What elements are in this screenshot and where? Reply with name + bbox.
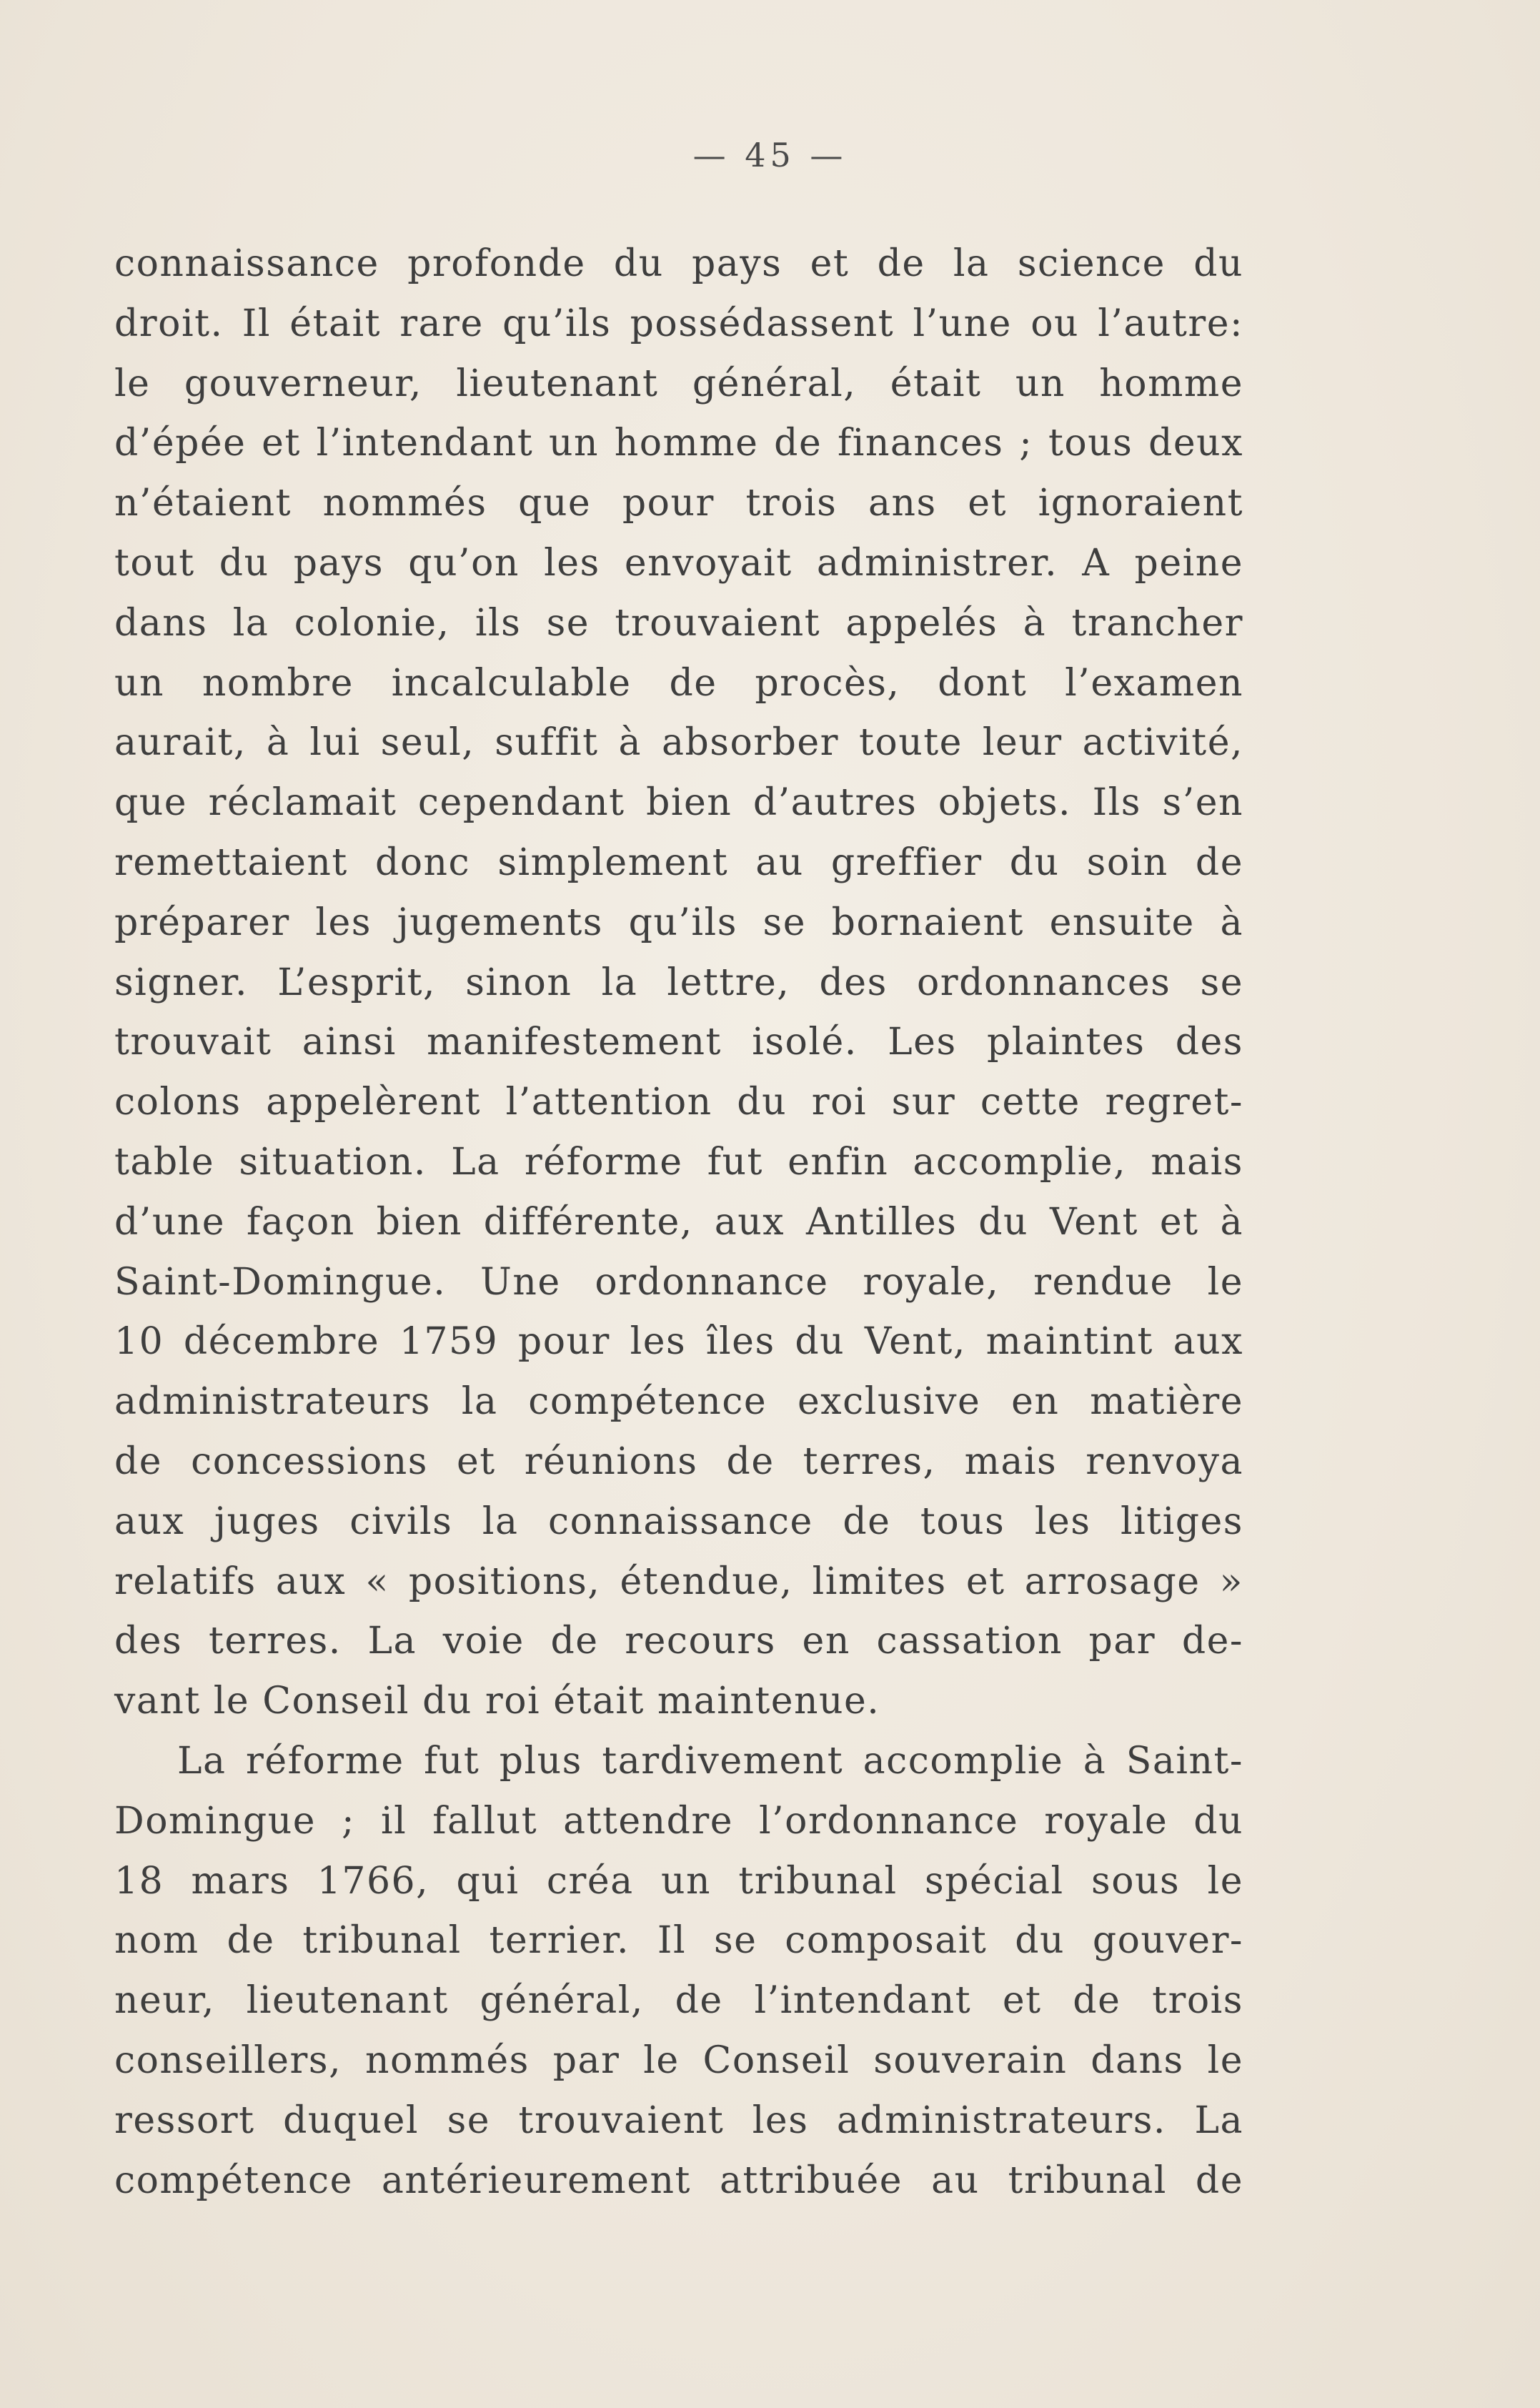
text-line: aurait, à lui seul, suffit à absorber toute leur activité,	[114, 721, 1243, 765]
text-line: Saint-Domingue. Une ordonnance royale, rendue le	[114, 1260, 1243, 1304]
text-line: 10 décembre 1759 pour les îles du Vent, maintint aux	[114, 1320, 1243, 1364]
body-text	[114, 234, 1243, 2211]
text-line: n’étaient nommés que pour trois ans et ignoraient	[114, 482, 1243, 525]
text-line: des terres. La voie de recours en cassation par de-	[114, 1620, 1243, 1663]
text-line: table situation. La réforme fut enfin accomplie, mais	[114, 1140, 1243, 1184]
text-line: aux juges civils la connaissance de tous les litiges	[114, 1500, 1243, 1543]
text-line: connaissance profonde du pays et de la science du	[114, 242, 1243, 285]
text-line: tout du pays qu’on les envoyait administrer. A peine	[114, 541, 1243, 585]
text-line: remettaient donc simplement au greffier du soin de	[114, 841, 1243, 884]
text-line: conseillers, nommés par le Conseil souverain dans le	[114, 2038, 1243, 2082]
text-line: colons appelèrent l’attention du roi sur cette regret-	[114, 1081, 1243, 1124]
text-line: d’une façon bien différente, aux Antilles du Vent et à	[114, 1200, 1243, 1244]
paragraph	[114, 1732, 1243, 2211]
text-line: le gouverneur, lieutenant général, était un homme	[114, 362, 1243, 405]
text-line: de concessions et réunions de terres, mais renvoya	[114, 1440, 1243, 1483]
text-line: nom de tribunal terrier. Il se composait du gouver-	[114, 1919, 1243, 1963]
paragraph	[114, 234, 1243, 1732]
text-line: préparer les jugements qu’ils se bornaient ensuite à	[114, 901, 1243, 944]
text-line: vant le Conseil du roi était maintenue.	[114, 1680, 880, 1723]
page-number: — 45 —	[692, 136, 848, 174]
text-line: compétence antérieurement attribuée au tribunal de	[114, 2159, 1243, 2202]
text-line: d’épée et l’intendant un homme de finances ; tous deux	[114, 422, 1243, 465]
text-line: administrateurs la compétence exclusive en matière	[114, 1380, 1243, 1424]
text-line: trouvait ainsi manifestement isolé. Les plaintes des	[114, 1021, 1243, 1064]
text-line: Domingue ; il fallut attendre l’ordonnance royale du	[114, 1799, 1243, 1843]
text-line: ressort duquel se trouvaient les administrateurs. La	[114, 2099, 1243, 2142]
text-line: droit. Il était rare qu’ils possédassent l’une ou l’autre:	[114, 302, 1243, 345]
text-line: que réclamait cependant bien d’autres objets. Ils s’en	[114, 781, 1243, 825]
text-line: 18 mars 1766, qui créa un tribunal spécial sous le	[114, 1859, 1243, 1903]
text-line: relatifs aux « positions, étendue, limites et arrosage »	[114, 1560, 1243, 1603]
text-line: neur, lieutenant général, de l’intendant et de trois	[114, 1979, 1243, 2023]
text-line: signer. L’esprit, sinon la lettre, des ordonnances se	[114, 961, 1243, 1004]
text-line: La réforme fut plus tardivement accomplie à Saint-	[177, 1739, 1243, 1783]
text-line: un nombre incalculable de procès, dont l’examen	[114, 661, 1243, 705]
text-line: dans la colonie, ils se trouvaient appelés à trancher	[114, 601, 1243, 645]
